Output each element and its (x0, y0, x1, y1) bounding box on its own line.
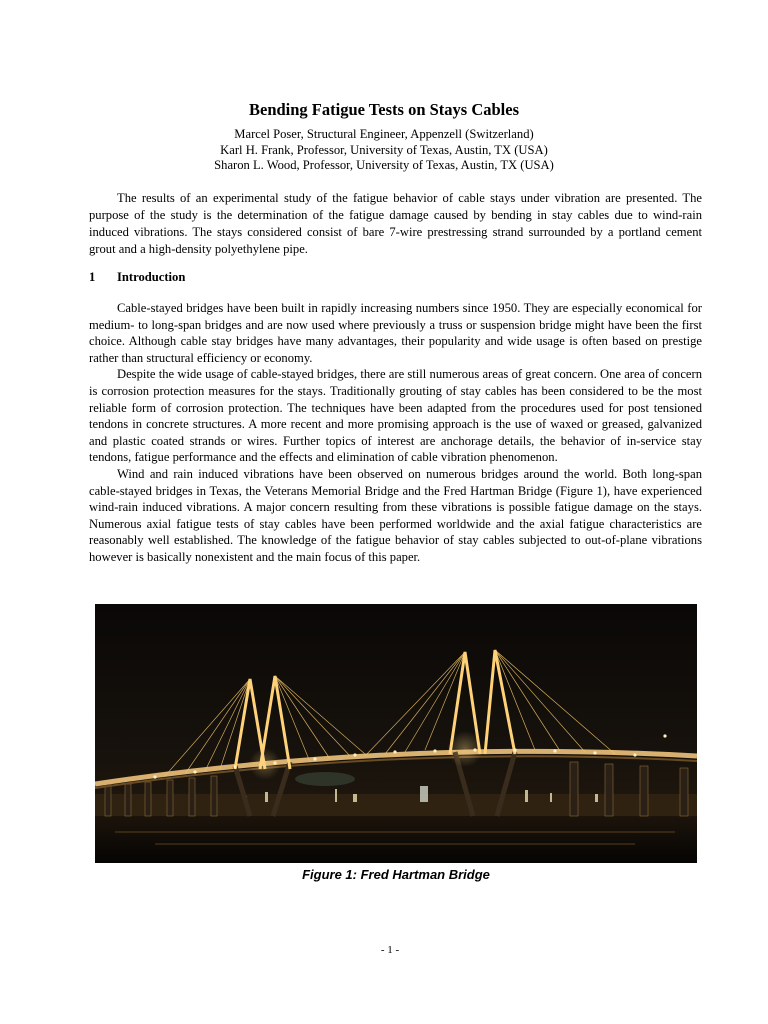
bridge-night-illustration (95, 604, 697, 863)
bridge-photo (95, 604, 697, 863)
author-line: Karl H. Frank, Professor, University of Texas, Austin, TX (USA) (220, 142, 548, 157)
author-list (0, 127, 768, 174)
abstract: The results of an experimental study of the fatigue behavior of cable stays under vibration are presented. The purpose of the study is the determination of the fatigue damage caused by bending in stay cables due to wind-rain induced vibrations. The stays considered consist of bare 7-wire prestressing strand surrounded by a portland cement grout and a high-density polyethylene pipe. (89, 191, 702, 256)
section-heading (89, 270, 185, 285)
paragraph: Cable-stayed bridges have been built in rapidly increasing numbers since 1950. They are especially economical for medium- to long-span bridges and are now used where previously a truss or suspension bridge might have been the first choice. Although cable stay bridges have many advantages, their popularity and wide usage is often based on prestige rather than structural efficiency or economy. (89, 301, 702, 365)
section-number: 1 (89, 270, 96, 284)
author-line: Sharon L. Wood, Professor, University of Texas, Austin, TX (USA) (214, 158, 554, 172)
paragraph: Despite the wide usage of cable-stayed bridges, there are still numerous areas of great concern. One area of concern is corrosion protection measures for the stays. Traditionally grouting of stay cables has been considered to be the most reliable form of corrosion protection. The techniques have been adapted from the procedures used for post tensioned tendons in concrete structures. A more recent and more promising approach is the use of waxed or greased, galvanized and plastic coated strands or wires. Further topics of interest are anchorage details, the behavior of in-service stay tendons, fatigue performance and the effects and elimination of cable vibration phenomenon. (89, 367, 702, 465)
section-body (89, 300, 702, 566)
paragraph: Wind and rain induced vibrations have been observed on numerous bridges around the world. Both long-span cable-stayed bridges in Texas, the Veterans Memorial Bridge and the Fred Hartman Bridge (Figure 1), have experienced wind-rain induced vibrations. A major concern resulting from these vibrations is possible fatigue damage on the stays. Numerous axial fatigue tests of stay cables have been performed worldwide and the axial fatigue characteristics are reasonably well established. The knowledge of the fatigue behavior of stay cables subjected to out-of-plane vibrations however is basically nonexistent and the main focus of this paper. (89, 466, 702, 564)
paper-title: Bending Fatigue Tests on Stays Cables (248, 100, 520, 119)
section-title: Introduction (117, 270, 186, 284)
author-line: Marcel Poser, Structural Engineer, Appenzell (Switzerland) (234, 127, 534, 141)
figure-caption: Figure 1: Fred Hartman Bridge (302, 867, 490, 882)
page-number: - 1 - (380, 944, 400, 956)
